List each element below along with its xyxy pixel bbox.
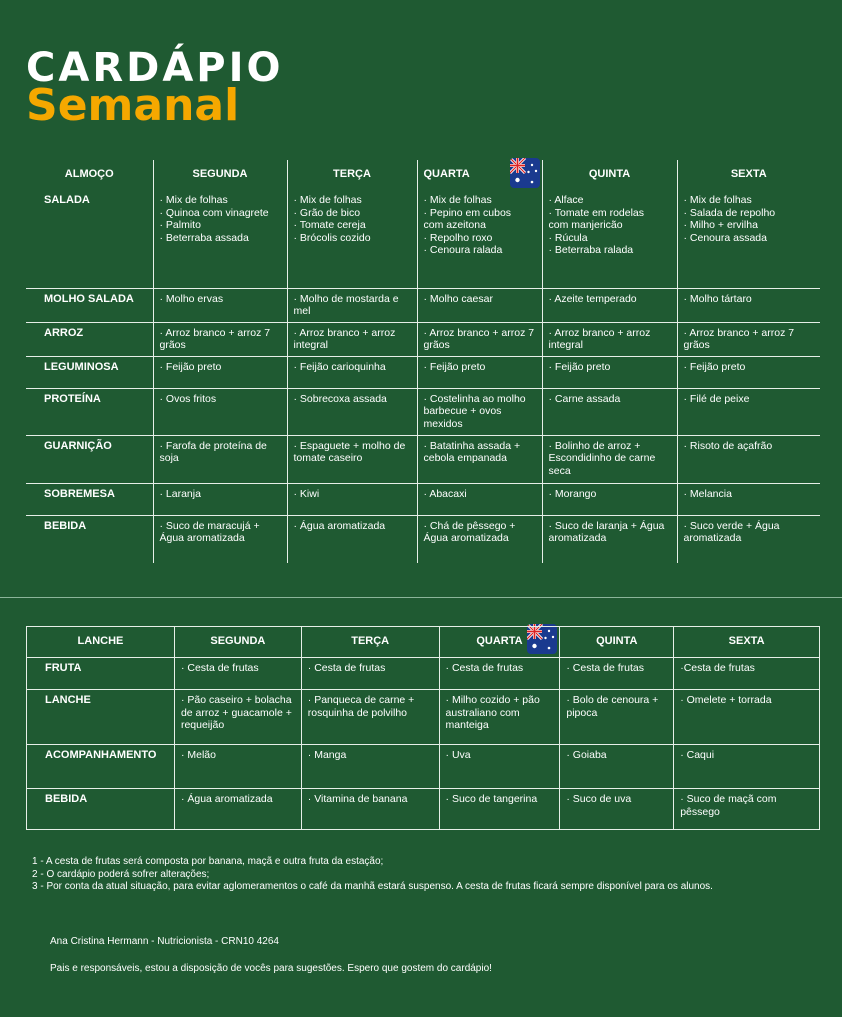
- menu-cell: · Morango: [542, 483, 677, 515]
- row-label: LEGUMINOSA: [44, 360, 119, 373]
- section-divider: [0, 597, 842, 598]
- menu-cell: · Feijão preto: [417, 356, 542, 388]
- table-row: [26, 483, 820, 515]
- lunch-menu-table: [26, 160, 820, 563]
- menu-cell: · Manga: [301, 745, 439, 789]
- menu-cell: · Ovos fritos: [153, 388, 287, 435]
- menu-cell: · Carne assada: [542, 388, 677, 435]
- row-label: MOLHO SALADA: [44, 292, 134, 305]
- column-header: SEXTA: [677, 160, 820, 190]
- menu-cell: · Molho caesar: [417, 288, 542, 322]
- menu-cell: · Filé de peixe: [677, 388, 820, 435]
- footnote: 1 - A cesta de frutas será composta por banana, maçã e outra fruta da estação;: [32, 856, 384, 867]
- row-label: ARROZ: [44, 326, 84, 339]
- column-header: SEGUNDA: [174, 627, 301, 658]
- column-header: ALMOÇO: [64, 168, 114, 181]
- title-bottom: Semanal: [26, 80, 240, 131]
- menu-cell: · Kiwi: [287, 483, 417, 515]
- column-header: QUARTA: [439, 627, 560, 658]
- row-label: PROTEÍNA: [44, 392, 101, 405]
- row-label: BEBIDA: [27, 789, 175, 830]
- table-row: [26, 515, 820, 563]
- menu-cell: · Feijão carioquinha: [287, 356, 417, 388]
- menu-cell: · Arroz branco + arroz 7 grãos: [677, 322, 820, 356]
- menu-cell: · Mix de folhas · Salada de repolho · Milho + ervilha · Cenoura assada: [677, 190, 820, 288]
- menu-cell: · Farofa de proteína de soja: [153, 435, 287, 483]
- table-row: [26, 388, 820, 435]
- menu-cell: · Molho ervas: [153, 288, 287, 322]
- snack-menu-table: [26, 626, 820, 830]
- menu-cell: · Água aromatizada: [174, 789, 301, 830]
- menu-cell: · Vitamina de banana: [301, 789, 439, 830]
- menu-cell: · Mix de folhas · Pepino em cubos com azeitona · Repolho roxo · Cenoura ralada: [417, 190, 542, 288]
- menu-cell: · Arroz branco + arroz 7 grãos: [417, 322, 542, 356]
- menu-cell: · Suco de tangerina: [439, 789, 560, 830]
- menu-cell: · Risoto de açafrão: [677, 435, 820, 483]
- menu-cell: · Bolinho de arroz + Escondidinho de carne seca: [542, 435, 677, 483]
- menu-cell: · Bolo de cenoura + pipoca: [560, 690, 674, 745]
- menu-cell: · Suco de maçã com pêssego: [674, 789, 820, 830]
- table-row: [26, 190, 820, 288]
- menu-cell: · Caqui: [674, 745, 820, 789]
- table-row: [27, 658, 820, 690]
- menu-cell: · Alface · Tomate em rodelas com manjericão · Rúcula · Beterraba ralada: [542, 190, 677, 288]
- page-title: [26, 45, 284, 131]
- menu-cell: · Mix de folhas · Grão de bico · Tomate cereja · Brócolis cozido: [287, 190, 417, 288]
- menu-cell: · Pão caseiro + bolacha de arroz + guacamole + requeijão: [174, 690, 301, 745]
- menu-cell: · Cesta de frutas: [439, 658, 560, 690]
- menu-cell: · Suco verde + Água aromatizada: [677, 515, 820, 563]
- nutritionist-signature: Ana Cristina Hermann - Nutricionista - CRN10 4264: [50, 936, 279, 947]
- menu-cell: · Cesta de frutas: [174, 658, 301, 690]
- row-label: SALADA: [44, 194, 90, 206]
- footnote: 2 - O cardápio poderá sofrer alterações;: [32, 868, 210, 880]
- table-row: [26, 356, 820, 388]
- footnote: 3 - Por conta da atual situação, para evitar aglomeramentos o café da manhã estará suspenso. A cesta de frutas ficará sempre disponível para os alunos.: [32, 881, 713, 892]
- column-header: QUINTA: [560, 627, 674, 658]
- menu-cell: · Feijão preto: [542, 356, 677, 388]
- row-label: GUARNIÇÃO: [44, 439, 112, 452]
- menu-cell: · Batatinha assada + cebola empanada: [417, 435, 542, 483]
- menu-cell: · Chá de pêssego + Água aromatizada: [417, 515, 542, 563]
- menu-cell: · Milho cozido + pão australiano com manteiga: [439, 690, 560, 745]
- menu-cell: ·Cesta de frutas: [674, 658, 820, 690]
- menu-cell: · Arroz branco + arroz 7 grãos: [153, 322, 287, 356]
- menu-cell: · Arroz branco + arroz integral: [542, 322, 677, 356]
- menu-cell: · Costelinha ao molho barbecue + ovos mexidos: [417, 388, 542, 435]
- table-row: [26, 435, 820, 483]
- menu-cell: · Suco de laranja + Água aromatizada: [542, 515, 677, 563]
- column-header: TERÇA: [287, 160, 417, 190]
- menu-cell: · Suco de maracujá + Água aromatizada: [153, 515, 287, 563]
- menu-cell: · Cesta de frutas: [560, 658, 674, 690]
- table-row: [26, 288, 820, 322]
- title-top: CARDÁPIO: [26, 45, 284, 91]
- column-header: SEXTA: [674, 627, 820, 658]
- menu-cell: · Espaguete + molho de tomate caseiro: [287, 435, 417, 483]
- menu-cell: · Suco de uva: [560, 789, 674, 830]
- menu-cell: · Panqueca de carne + rosquinha de polvilho: [301, 690, 439, 745]
- menu-cell: · Laranja: [153, 483, 287, 515]
- table-row: [27, 789, 820, 830]
- menu-cell: · Uva: [439, 745, 560, 789]
- row-label: LANCHE: [27, 690, 175, 745]
- menu-cell: · Cesta de frutas: [301, 658, 439, 690]
- menu-cell: · Sobrecoxa assada: [287, 388, 417, 435]
- menu-cell: · Feijão preto: [153, 356, 287, 388]
- column-header: QUINTA: [542, 160, 677, 190]
- column-header: QUARTA: [417, 160, 542, 190]
- table-row: [26, 322, 820, 356]
- menu-cell: · Arroz branco + arroz integral: [287, 322, 417, 356]
- table-row: [27, 690, 820, 745]
- menu-cell: · Molho de mostarda e mel: [287, 288, 417, 322]
- menu-cell: · Omelete + torrada: [674, 690, 820, 745]
- menu-cell: · Feijão preto: [677, 356, 820, 388]
- column-header: TERÇA: [301, 627, 439, 658]
- row-label: ACOMPANHAMENTO: [27, 745, 175, 789]
- menu-cell: · Água aromatizada: [287, 515, 417, 563]
- closing-message: Pais e responsáveis, estou a disposição de vocês para sugestões. Espero que gostem do cardápio!: [50, 963, 492, 974]
- row-label: FRUTA: [27, 658, 175, 690]
- menu-cell: · Melancia: [677, 483, 820, 515]
- menu-cell: · Molho tártaro: [677, 288, 820, 322]
- column-header: LANCHE: [27, 627, 175, 658]
- menu-cell: · Azeite temperado: [542, 288, 677, 322]
- menu-cell: · Mix de folhas · Quinoa com vinagrete · Palmito · Beterraba assada: [153, 190, 287, 288]
- menu-cell: · Melão: [174, 745, 301, 789]
- table-row: [27, 745, 820, 789]
- row-label: SOBREMESA: [44, 487, 115, 500]
- menu-cell: · Abacaxi: [417, 483, 542, 515]
- row-label: BEBIDA: [44, 519, 87, 532]
- column-header: SEGUNDA: [153, 160, 287, 190]
- menu-cell: · Goiaba: [560, 745, 674, 789]
- footnotes: [32, 856, 732, 894]
